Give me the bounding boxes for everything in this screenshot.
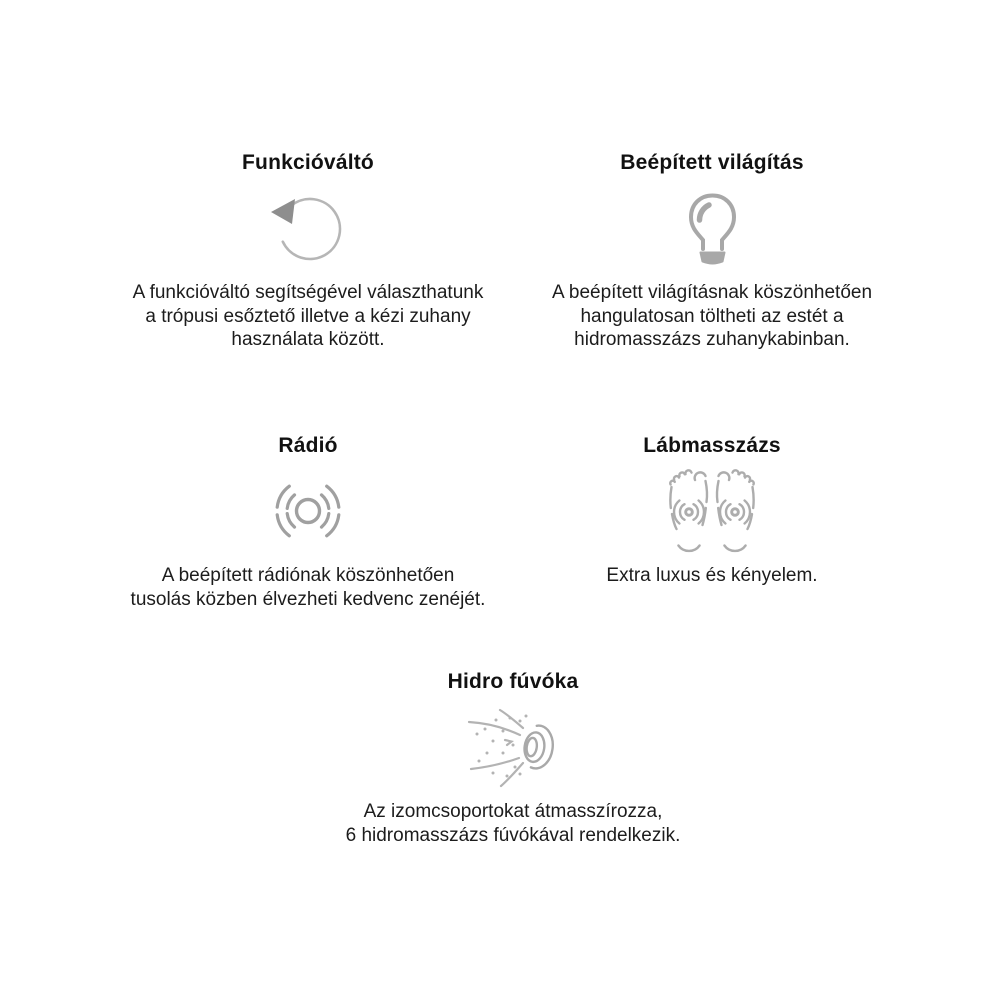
lightbulb-icon	[672, 188, 752, 268]
feature-description	[108, 564, 508, 611]
feature-description	[512, 564, 912, 588]
feature-card-funkciovalto	[108, 150, 508, 352]
feature-title: Funkcióváltó	[242, 151, 374, 174]
description-line: A beépített világításnak köszönhetően	[551, 282, 873, 303]
feature-icon-box	[290, 704, 736, 790]
description-line: Extra luxus és kényelem.	[606, 565, 818, 586]
description-line: a trópusi esőztető illetve a kézi zuhany	[145, 305, 471, 327]
feature-card-radio	[108, 433, 508, 611]
feet-massage-icon	[666, 466, 758, 556]
feature-description	[290, 800, 736, 847]
description-line: tusolás közben élvezheti kedvenc zenéjét.	[130, 588, 486, 610]
description-line: A beépített rádiónak köszönhetően	[161, 565, 455, 586]
description-line: hidromasszázs zuhanykabinban.	[574, 329, 850, 350]
feature-icon-box	[108, 185, 508, 271]
description-line: 6 hidromasszázs fúvókával rendelkezik.	[345, 824, 681, 846]
feature-description	[108, 281, 508, 352]
feature-title: Beépített világítás	[620, 151, 804, 174]
feature-icon-box	[108, 468, 508, 554]
description-line: használata között.	[231, 329, 385, 350]
feature-title: Lábmasszázs	[643, 434, 781, 457]
description-line: A funkcióváltó segítségével választhatunk	[132, 282, 484, 303]
feature-card-hidro-fuvoka	[290, 669, 736, 847]
description-line: Az izomcsoportokat átmasszírozza,	[363, 801, 663, 822]
feature-icon-box	[512, 185, 912, 271]
feature-description	[512, 281, 912, 352]
feature-title: Hidro fúvóka	[447, 670, 579, 693]
feature-icon-box	[512, 468, 912, 554]
water-jet-icon	[463, 701, 563, 793]
feature-card-labmasszazs	[512, 433, 912, 588]
feature-card-vilagitas	[512, 150, 912, 352]
feature-title: Rádió	[278, 434, 338, 457]
rotate-arrow-icon	[266, 188, 350, 268]
radio-waves-icon	[263, 471, 353, 551]
description-line: hangulatosan töltheti az estét a	[580, 305, 844, 327]
